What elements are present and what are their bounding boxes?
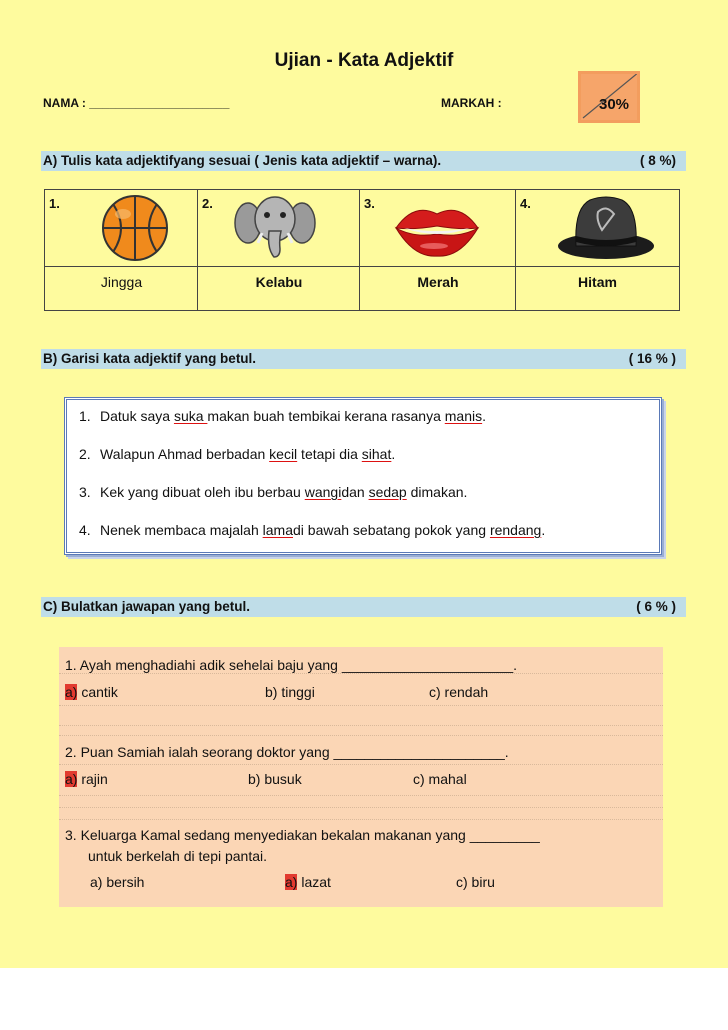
section-a-table (44, 189, 680, 311)
lips-image (394, 198, 480, 258)
question-2: 2. Puan Samiah ialah seorang doktor yang ______________________. (65, 744, 509, 760)
page-title: Ujian - Kata Adjektif (274, 50, 454, 71)
section-a-heading (41, 151, 686, 171)
answer-text: Hitam (578, 274, 617, 290)
sentence-2: 2. Walapun Ahmad berbadan kecil tetapi dia sihat. (79, 446, 396, 462)
underlined-word: rendang (489, 522, 542, 538)
sentence-4: 4. Nenek membaca majalah lamadi bawah sebatang pokok yang rendang. (79, 522, 546, 538)
table-cell-3 (360, 190, 516, 310)
answer-text: Kelabu (255, 274, 303, 290)
circled-answer: a) (285, 874, 298, 890)
table-cell-1 (45, 190, 198, 310)
name-field-label: NAMA : _____________________ (43, 96, 230, 110)
option-2b: b) busuk (248, 771, 302, 787)
underlined-word: lama (262, 522, 293, 538)
option-1a: a) cantik (65, 684, 118, 700)
score-box (578, 71, 640, 123)
hat-image (556, 190, 656, 264)
circled-answer: a) (65, 684, 78, 700)
table-divider (45, 266, 679, 267)
question-3-line-2: untuk berkelah di tepi pantai. (88, 848, 268, 864)
item-number: 3. (364, 196, 375, 211)
section-a-title: A) Tulis kata adjektifyang sesuai ( Jenis kata adjektif – warna). (43, 153, 442, 168)
section-b-marks: ( 16 % ) (628, 351, 676, 366)
section-a-marks: ( 8 %) (639, 153, 676, 168)
section-b-box (64, 397, 662, 555)
underlined-word: sedap (368, 484, 407, 500)
sentence-1: 1. Datuk saya suka makan buah tembikai kerana rasanya manis. (79, 408, 487, 424)
option-2c: c) mahal (413, 771, 467, 787)
option-2a: a) rajin (65, 771, 108, 787)
underlined-word: kecil (269, 446, 298, 462)
answer-text: Merah (417, 274, 459, 290)
circled-answer: a) (65, 771, 78, 787)
option-1b: b) tinggi (265, 684, 315, 700)
section-c-marks: ( 6 % ) (636, 599, 676, 614)
section-b-title: B) Garisi kata adjektif yang betul. (43, 351, 257, 366)
option-1c: c) rendah (429, 684, 489, 700)
option-3c: c) biru (456, 874, 495, 890)
item-number: 1. (49, 196, 60, 211)
section-c-title: C) Bulatkan jawapan yang betul. (43, 599, 251, 614)
table-cell-4 (516, 190, 679, 310)
question-3: 3. Keluarga Kamal sedang menyediakan bekalan makanan yang _________ (65, 827, 540, 843)
item-number: 4. (520, 196, 531, 211)
section-b-heading (41, 349, 686, 369)
underlined-word: manis (444, 408, 483, 424)
marks-label: MARKAH : (441, 96, 502, 110)
section-c-heading (41, 597, 686, 617)
option-3b: a) lazat (285, 874, 331, 890)
answer-text: Jingga (100, 274, 143, 290)
elephant-image (234, 191, 316, 263)
option-3a: a) bersih (90, 874, 145, 890)
sentence-3: 3. Kek yang dibuat oleh ibu berbau wangidan sedap dimakan. (79, 484, 468, 500)
score-value: 30% (599, 96, 630, 113)
section-c-box (59, 647, 663, 907)
underlined-word: wangi (304, 484, 342, 500)
underlined-word: suka (173, 408, 208, 424)
question-1: 1. Ayah menghadiahi adik sehelai baju yang ______________________. (65, 657, 518, 673)
table-cell-2 (198, 190, 360, 310)
item-number: 2. (202, 196, 213, 211)
basketball-image (95, 192, 175, 262)
underlined-word: sihat (361, 446, 392, 462)
